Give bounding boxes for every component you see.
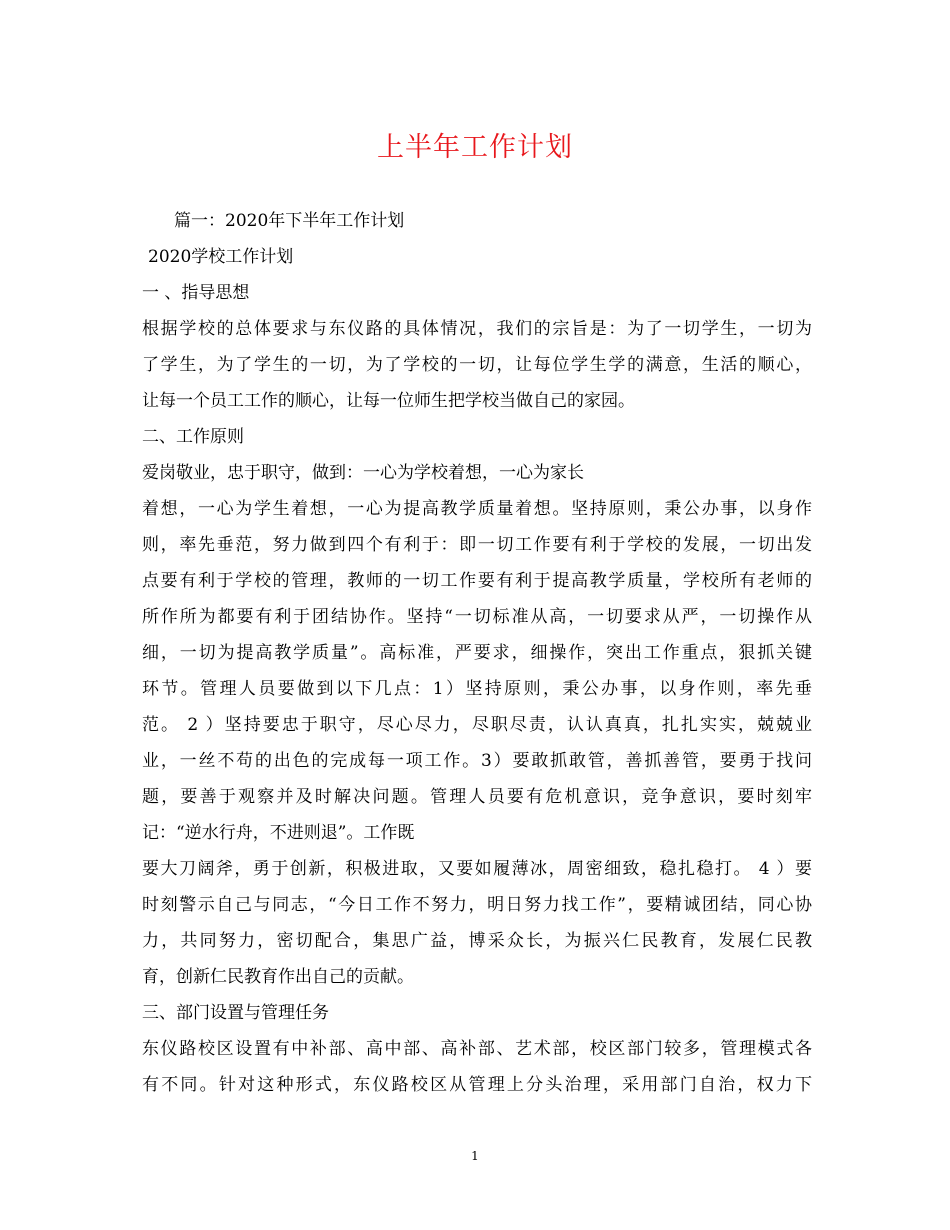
paragraph-line: 让每一个员工工作的顺心，让每一位师生把学校当做自己的家园。 — [142, 391, 635, 411]
paragraph-line: 范。 2 ）坚持要忠于职守，尽心尽力，尽职尽责，认认真真，扎扎实实，兢兢业 — [142, 715, 812, 735]
paragraph-line: 点要有利于学校的管理，教师的一切工作要有利于提高教学质量，学校所有老师的 — [142, 571, 812, 591]
paragraph-line: 所作所为都要有利于团结协作。坚持“一切标准从高，一切要求从严，一切操作从 — [142, 607, 812, 627]
paragraph-line: 题，要善于观察并及时解决问题。管理人员要有危机意识，竞争意识，要时刻牢 — [142, 787, 812, 807]
paragraph-line: 细，一切为提高教学质量”。高标准，严要求，细操作，突出工作重点，狠抓关键 — [142, 643, 812, 663]
paragraph-line: 东仪路校区设置有中补部、高中部、高补部、艺术部，校区部门较多，管理模式各 — [142, 1039, 812, 1059]
paragraph-line: 根据学校的总体要求与东仪路的具体情况，我们的宗旨是：为了一切学生，一切为 — [142, 319, 812, 339]
paragraph-line: 则，率先垂范，努力做到四个有利于：即一切工作要有利于学校的发展，一切出发 — [142, 535, 812, 555]
paragraph-line: 力，共同努力，密切配合，集思广益，博采众长，为振兴仁民教育，发展仁民教 — [142, 931, 812, 951]
paragraph-line: 业，一丝不苟的出色的完成每一项工作。3）要敢抓敢管，善抓善管，要勇于找问 — [142, 751, 812, 771]
page-number: 1 — [471, 1149, 479, 1163]
document-body — [142, 203, 812, 1103]
paragraph-line: 了学生，为了学生的一切，为了学校的一切，让每位学生学的满意，生活的顺心， — [142, 355, 812, 375]
paragraph-line: 有不同。针对这种形式，东仪路校区从管理上分头治理，采用部门自治，权力下 — [142, 1075, 812, 1095]
section-heading: 一 、指导思想 — [142, 283, 250, 303]
section-heading: 篇一：2020年下半年工作计划 — [174, 211, 405, 231]
subtitle: 2020学校工作计划 — [148, 247, 294, 267]
paragraph-line: 时刻警示自己与同志，“今日工作不努力，明日努力找工作”，要精诚团结，同心协 — [142, 895, 812, 915]
paragraph-line: 记：“逆水行舟，不进则退”。工作既 — [142, 823, 415, 843]
section-heading: 二、工作原则 — [142, 427, 244, 447]
document-title: 上半年工作计划 — [377, 132, 573, 163]
paragraph-line: 环节。管理人员要做到以下几点：1）坚持原则，秉公办事，以身作则，率先垂 — [142, 679, 812, 699]
paragraph-line: 爱岗敬业，忠于职守，做到：一心为学校着想，一心为家长 — [142, 463, 584, 483]
paragraph-line: 着想，一心为学生着想，一心为提高教学质量着想。坚持原则，秉公办事，以身作 — [142, 499, 812, 519]
section-heading: 三、部门设置与管理任务 — [142, 1003, 329, 1023]
paragraph-line: 育，创新仁民教育作出自己的贡献。 — [142, 967, 414, 987]
paragraph-line: 要大刀阔斧，勇于创新，积极进取，又要如履薄冰，周密细致，稳扎稳打。 4 ）要 — [142, 859, 812, 879]
